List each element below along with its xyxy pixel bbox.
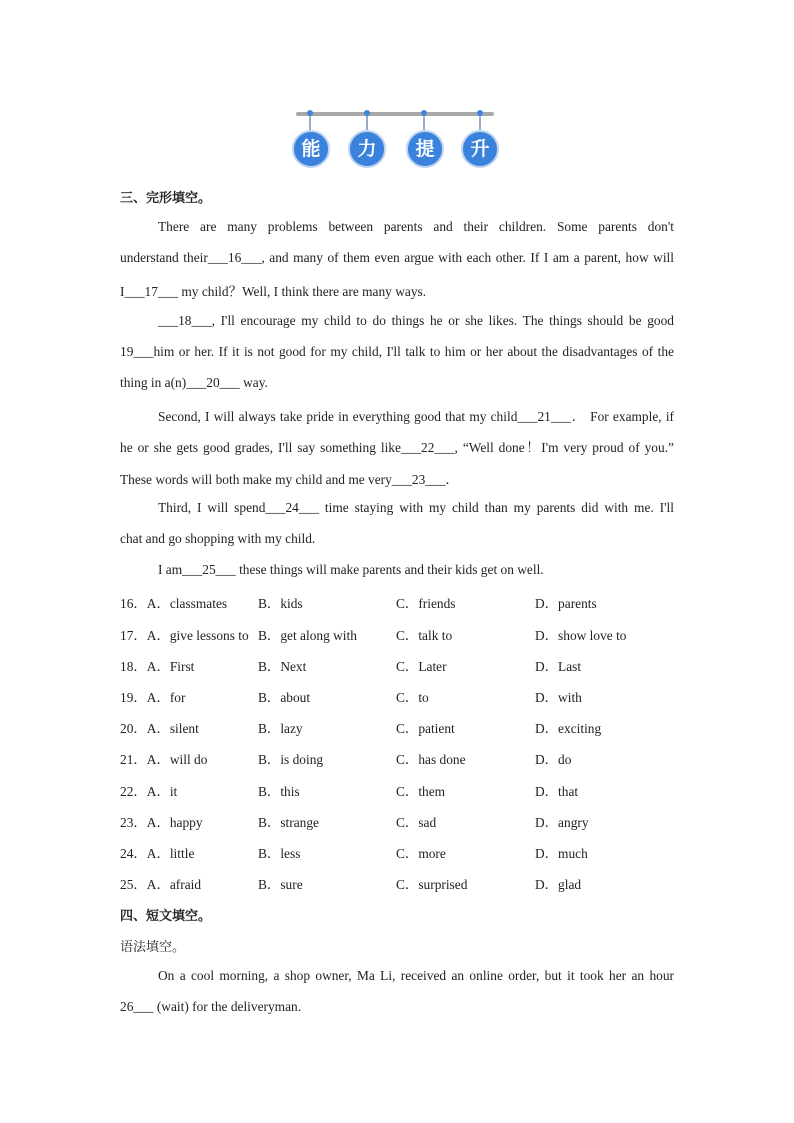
banner-char-sheng: 升 xyxy=(461,130,499,168)
option-b[interactable]: B．about xyxy=(258,690,311,705)
option-row-21 xyxy=(120,749,680,769)
option-row-23 xyxy=(120,812,680,832)
passage-line: he or she gets good grades, I'll say something like___22___, “Well done！I'm very proud of you.” xyxy=(120,440,674,455)
option-c[interactable]: C．more xyxy=(396,846,446,861)
option-row-19 xyxy=(120,687,680,707)
option-b[interactable]: B．lazy xyxy=(258,721,303,736)
option-d[interactable]: D．angry xyxy=(535,815,589,830)
passage-line: These words will both make my child and me very___23___． xyxy=(120,472,459,487)
section3-heading: 三、完形填空。 xyxy=(120,191,212,206)
banner-char-neng: 能 xyxy=(292,130,330,168)
option-a[interactable]: 18．A．First xyxy=(120,659,195,674)
option-d[interactable]: D．Last xyxy=(535,659,582,674)
option-b[interactable]: B．sure xyxy=(258,877,303,892)
passage-line: There are many problems between parents and their children. Some parents don't xyxy=(158,219,674,234)
option-c[interactable]: C．Later xyxy=(396,659,447,674)
option-a[interactable]: 24．A．little xyxy=(120,846,195,861)
option-a[interactable]: 17．A．give lessons to xyxy=(120,628,249,643)
option-d[interactable]: D．glad xyxy=(535,877,582,892)
option-a[interactable]: 20．A．silent xyxy=(120,721,199,736)
option-b[interactable]: B．this xyxy=(258,784,300,799)
banner-dot xyxy=(364,110,370,116)
banner-bar xyxy=(296,112,494,116)
option-row-16 xyxy=(120,593,680,613)
section4-subheading: 语法填空。 xyxy=(120,940,186,955)
option-a[interactable]: 23．A．happy xyxy=(120,815,203,830)
option-c[interactable]: C．has done xyxy=(396,752,466,767)
banner-char-li: 力 xyxy=(348,130,386,168)
option-row-20 xyxy=(120,718,680,738)
option-a[interactable]: 16．A．classmates xyxy=(120,596,228,611)
option-b[interactable]: B．less xyxy=(258,846,301,861)
passage-line: 19___him or her. If it is not good for my child, I'll talk to him or her about the disadvantages of the xyxy=(120,344,674,359)
passage-line: Third, I will spend___24___ time staying with my child than my parents did with me. I'll xyxy=(158,500,674,515)
passage-line: understand their___16___, and many of them even argue with each other. If I am a parent, how will xyxy=(120,250,674,265)
banner-dot xyxy=(307,110,313,116)
ability-banner xyxy=(290,110,500,170)
option-b[interactable]: B．get along with xyxy=(258,628,357,643)
option-b[interactable]: B．strange xyxy=(258,815,319,830)
option-d[interactable]: D．that xyxy=(535,784,579,799)
banner-stem xyxy=(309,114,311,130)
option-row-24 xyxy=(120,843,680,863)
option-d[interactable]: D．with xyxy=(535,690,582,705)
passage-line: I am___25___ these things will make parents and their kids get on well. xyxy=(158,562,544,577)
option-c[interactable]: C．surprised xyxy=(396,877,468,892)
banner-char-ti: 提 xyxy=(406,130,444,168)
option-c[interactable]: C．talk to xyxy=(396,628,453,643)
option-c[interactable]: C．them xyxy=(396,784,446,799)
option-c[interactable]: C．to xyxy=(396,690,429,705)
passage-line: chat and go shopping with my child. xyxy=(120,531,316,546)
option-c[interactable]: C．patient xyxy=(396,721,455,736)
section4-heading: 四、短文填空。 xyxy=(120,909,212,924)
banner-dot xyxy=(421,110,427,116)
passage-line: I___17___ my child？Well, I think there are many ways. xyxy=(120,284,427,299)
option-c[interactable]: C．friends xyxy=(396,596,456,611)
option-row-17 xyxy=(120,625,680,645)
banner-stem xyxy=(479,114,481,130)
passage-line: ___18___, I'll encourage my child to do things he or she likes. The things should be good xyxy=(158,313,674,328)
option-a[interactable]: 19．A．for xyxy=(120,690,186,705)
banner-stem xyxy=(423,114,425,130)
passage-line: thing in a(n)___20___ way. xyxy=(120,375,268,390)
passage-line: Second, I will always take pride in everything good that my child___21___． For example, if xyxy=(158,409,674,424)
option-a[interactable]: 22．A．it xyxy=(120,784,178,799)
option-c[interactable]: C．sad xyxy=(396,815,437,830)
option-row-25 xyxy=(120,874,680,894)
option-a[interactable]: 25．A．afraid xyxy=(120,877,202,892)
option-d[interactable]: D．much xyxy=(535,846,588,861)
option-b[interactable]: B．kids xyxy=(258,596,303,611)
option-row-18 xyxy=(120,656,680,676)
option-b[interactable]: B．is doing xyxy=(258,752,324,767)
option-d[interactable]: D．do xyxy=(535,752,572,767)
option-b[interactable]: B．Next xyxy=(258,659,307,674)
passage-line: On a cool morning, a shop owner, Ma Li, received an online order, but it took her an hour xyxy=(158,968,674,983)
option-d[interactable]: D．exciting xyxy=(535,721,602,736)
option-d[interactable]: D．show love to xyxy=(535,628,627,643)
option-row-22 xyxy=(120,781,680,801)
option-a[interactable]: 21．A．will do xyxy=(120,752,208,767)
banner-dot xyxy=(477,110,483,116)
banner-stem xyxy=(366,114,368,130)
passage-line: 26___ (wait) for the deliveryman. xyxy=(120,999,302,1014)
option-d[interactable]: D．parents xyxy=(535,596,597,611)
